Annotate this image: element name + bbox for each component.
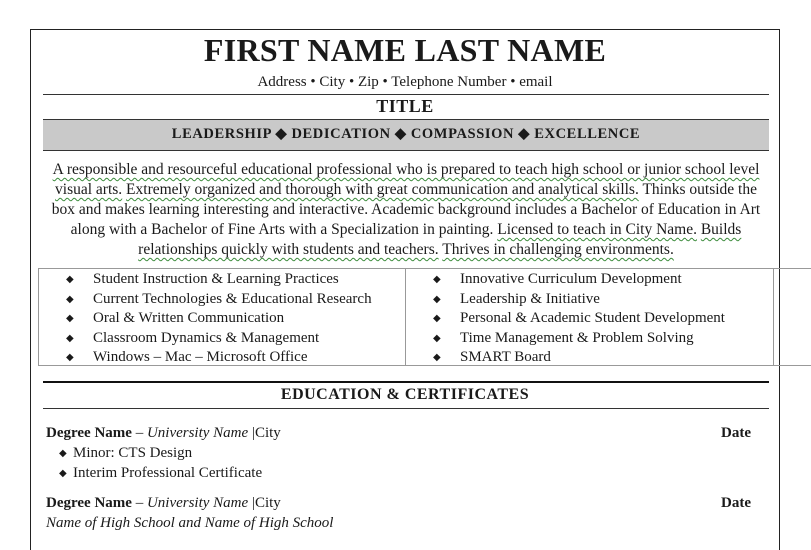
city: City — [254, 495, 281, 511]
degree-line: Degree Name – University Name |City Date — [46, 495, 751, 511]
summary-sentence: Licensed to teach in City Name. — [497, 221, 697, 238]
diamond-bullet-icon: ◆ — [66, 352, 74, 364]
skill-item: ◆ Current Technologies & Educational Research — [39, 290, 372, 310]
resume-title: TITLE — [376, 96, 434, 116]
section-divider — [43, 408, 769, 409]
table-border-extension — [772, 268, 811, 366]
summary-sentence: Academic background includes a Bachelor of Education in Art along with a Bachelor of Fine Arts with a Specialization in painting. — [70, 201, 761, 238]
diamond-bullet-icon: ◆ — [59, 468, 67, 479]
summary-sentence: Builds relationships quickly with students and teachers. — [138, 221, 742, 258]
summary-sentence: Thinks outside the box and makes learning interesting and interactive. — [51, 181, 757, 218]
skill-item: ◆ Oral & Written Communication — [39, 309, 372, 329]
diamond-bullet-icon: ◆ — [59, 448, 67, 459]
diamond-bullet-icon: ◆ — [433, 332, 441, 344]
skill-item: ◆ Leadership & Initiative — [406, 290, 725, 310]
diamond-bullet-icon: ◆ — [433, 274, 441, 285]
skill-item: ◆ Student Instruction & Learning Practices — [39, 270, 372, 290]
skill-item: ◆ Personal & Academic Student Development — [406, 309, 725, 329]
list-item: ◆ Interim Professional Certificate — [46, 463, 751, 483]
divider — [43, 94, 769, 95]
skill-item: ◆ Classroom Dynamics & Management — [39, 329, 372, 349]
diamond-bullet-icon: ◆ — [66, 274, 74, 285]
university-name: University Name — [146, 495, 249, 511]
university-name: University Name — [146, 425, 249, 441]
summary-sentence: Extremely organized and thorough with great communication and analytical skills. — [126, 181, 639, 198]
education-heading: EDUCATION & CERTIFICATES — [280, 386, 530, 403]
diamond-bullet-icon: ◆ — [66, 313, 74, 325]
resume-page — [30, 29, 780, 550]
section-divider — [43, 381, 769, 383]
education-entry — [46, 493, 751, 533]
resume-name: FIRST NAME LAST NAME — [203, 32, 607, 68]
skill-item: ◆ SMART Board — [406, 348, 725, 368]
list-item: ◆ Minor: CTS Design — [46, 443, 751, 463]
summary-sentence: A responsible and resourceful educational professional who is prepared to teach high school or junior school level visual arts. — [52, 161, 760, 198]
diamond-bullet-icon: ◆ — [433, 352, 441, 364]
skills-table — [38, 268, 774, 366]
professional-summary — [43, 160, 769, 260]
diamond-bullet-icon: ◆ — [66, 332, 74, 344]
diamond-bullet-icon: ◆ — [66, 293, 74, 305]
degree-line: Degree Name – University Name |City Date — [46, 425, 751, 441]
date: Date — [721, 425, 751, 441]
diamond-bullet-icon: ◆ — [433, 313, 441, 325]
skill-item: ◆ Windows – Mac – Microsoft Office — [39, 348, 372, 368]
city: City — [254, 425, 281, 441]
date: Date — [721, 495, 751, 511]
summary-sentence: Thrives in challenging environments. — [442, 241, 674, 258]
skill-item: ◆ Time Management & Problem Solving — [406, 329, 725, 349]
high-school-line: Name of High School and Name of High School — [46, 515, 334, 531]
education-entry — [46, 423, 751, 483]
skills-column-left — [39, 269, 406, 365]
skill-item: ◆ Innovative Curriculum Development — [406, 270, 725, 290]
skills-column-right — [406, 269, 772, 365]
contact-line: Address • City • Zip • Telephone Number • email — [257, 74, 553, 90]
diamond-bullet-icon: ◆ — [433, 293, 441, 305]
degree-name: Degree Name — [46, 495, 132, 511]
degree-name: Degree Name — [46, 425, 132, 441]
values-bar: LEADERSHIP ◆ DEDICATION ◆ COMPASSION ◆ EXCELLENCE — [43, 119, 769, 151]
